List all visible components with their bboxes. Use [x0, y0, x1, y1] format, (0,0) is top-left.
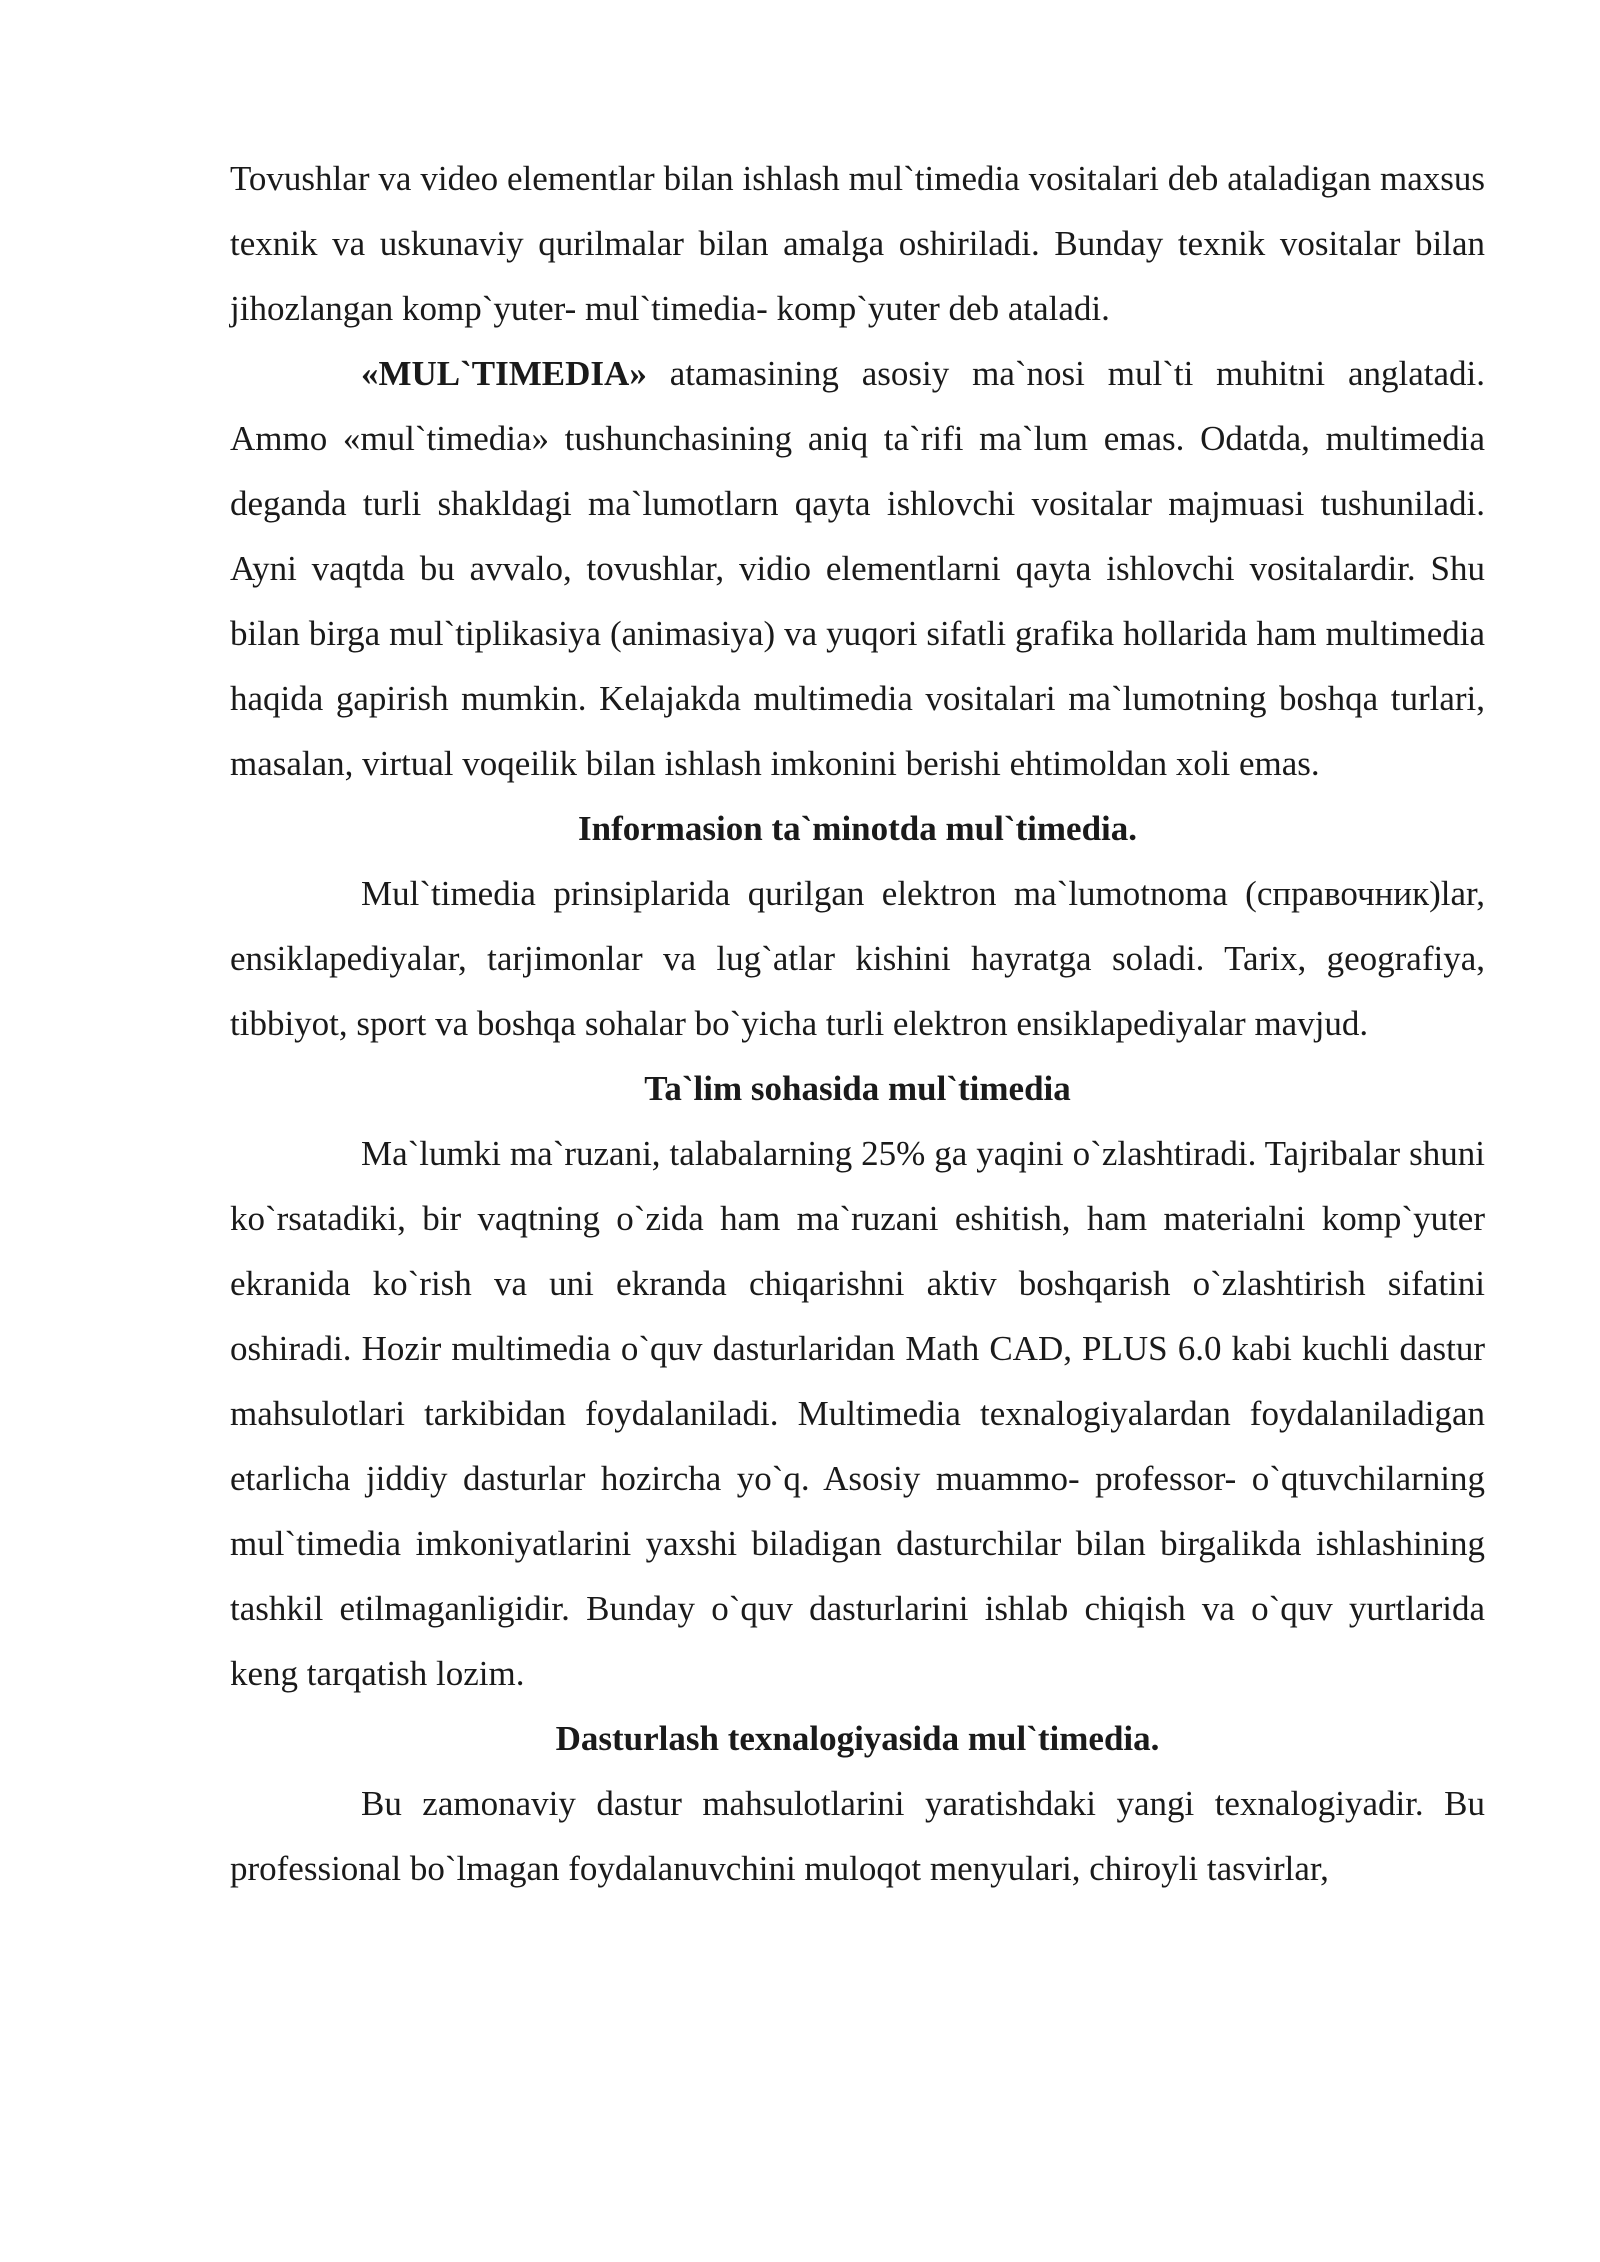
paragraph-programming: Bu zamonaviy dastur mahsulotlarini yaratishdaki yangi texnalogiyadir. Bu professional bo`lmagan foydalanuvchini muloqot menyulari, chiroyli tasvirlar, — [230, 1784, 1485, 1888]
term-multimedia: «MUL`TIMEDIA» — [361, 354, 647, 393]
paragraph-definition — [230, 341, 1485, 796]
heading-information: Informasion ta`minotda mul`timedia. — [577, 809, 1138, 848]
paragraph-definition-text: atamasining asosiy ma`nosi mul`ti muhitni anglatadi. Ammo «mul`timedia» tushunchasining aniq ta`rifi ma`lum emas. Odatda, multimedia deganda turli shakldagi ma`lumotlarn qayta ishlovchi vositalar majmuasi tushuniladi. Ayni vaqtda bu avvalo, tovushlar, vidio elementlarni qayta ishlovchi vositalardir. Shu bilan birga mul`tiplikasiya (animasiya) va yuqori sifatli grafika hollarida ham multimedia haqida gapirish mumkin. Kelajakda multimedia vositalari ma`lumotning boshqa turlari, masalan, virtual voqeilik bilan ishlash imkonini berishi ehtimoldan xoli emas. — [230, 354, 1485, 783]
heading-education: Ta`lim sohasida mul`timedia — [644, 1069, 1071, 1108]
heading-programming: Dasturlash texnalogiyasida mul`timedia. — [555, 1719, 1160, 1758]
paragraph-education: Ma`lumki ma`ruzani, talabalarning 25% ga yaqini o`zlashtiradi. Tajribalar shuni ko`rsatadiki, bir vaqtning o`zida ham ma`ruzani eshitish, ham materialni komp`yuter ekranida ko`rish va uni ekranda chiqarishni aktiv boshqarish o`zlashtirish sifatini oshiradi. Hozir multimedia o`quv dasturlaridan Math CAD, PLUS 6.0 kabi kuchli dastur mahsulotlari tarkibidan foydalaniladi. Multimedia texnalogiyalardan foydalaniladigan etarlicha jiddiy dasturlar hozircha yo`q. Asosiy muammo- professor- o`qtuvchilarning mul`timedia imkoniyatlarini yaxshi biladigan dasturchilar bilan birgalikda ishlashining tashkil etilmaganligidir. Bunday o`quv dasturlarini ishlab chiqish va o`quv yurtlarida keng tarqatish lozim. — [230, 1134, 1485, 1693]
paragraph-information: Mul`timedia prinsiplarida qurilgan elektron ma`lumotnoma (справочник)lar, ensiklapediyalar, tarjimonlar va lug`atlar kishini hayratga soladi. Tarix, geografiya, tibbiyot, sport va boshqa sohalar bo`yicha turli elektron ensiklapediyalar mavjud. — [230, 874, 1485, 1043]
paragraph-intro: Tovushlar va video elementlar bilan ishlash mul`timedia vositalari deb ataladigan maxsus texnik va uskunaviy qurilmalar bilan amalga oshiriladi. Bunday texnik vositalar bilan jihozlangan komp`yuter- mul`timedia- komp`yuter deb ataladi. — [230, 159, 1485, 328]
document-body — [230, 146, 1485, 1901]
